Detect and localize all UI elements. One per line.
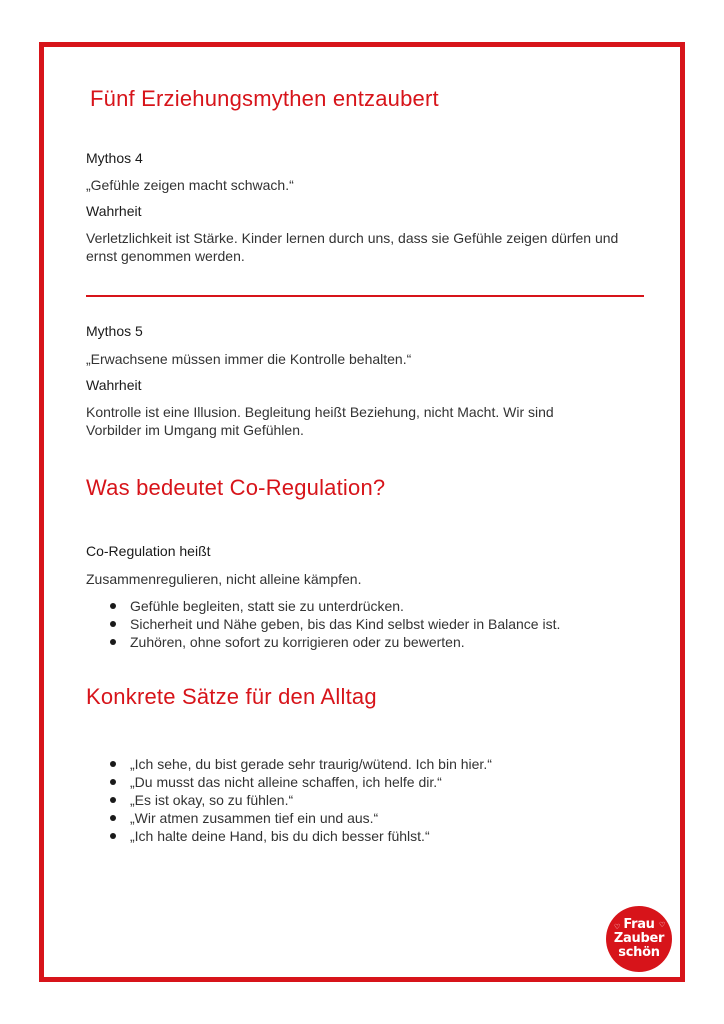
coregulation-heading: Was bedeutet Co-Regulation?	[86, 475, 386, 500]
bullet-icon	[110, 639, 116, 645]
myth-4-quote: „Gefühle zeigen macht schwach.“	[86, 177, 294, 193]
brand-logo	[606, 906, 672, 972]
bullet-icon	[110, 621, 116, 627]
list-item	[110, 755, 492, 773]
list-item-text: Sicherheit und Nähe geben, bis das Kind selbst wieder in Balance ist.	[130, 616, 561, 632]
heart-icon: ♡	[614, 923, 620, 931]
bullet-icon	[110, 779, 116, 785]
myth-5-truth-label: Wahrheit	[86, 377, 142, 393]
logo-line-1: Frau	[623, 917, 655, 932]
myth-4-truth-label: Wahrheit	[86, 203, 142, 219]
myth-5-truth-line-1: Kontrolle ist eine Illusion. Begleitung heißt Beziehung, nicht Macht. Wir sind	[86, 404, 554, 420]
list-item	[110, 773, 492, 791]
section-divider	[86, 295, 644, 297]
sentences-bullet-list	[110, 755, 492, 845]
list-item-text: „Ich sehe, du bist gerade sehr traurig/wütend. Ich bin hier.“	[130, 756, 492, 772]
myth-4-label: Mythos 4	[86, 150, 143, 166]
myth-4-truth-line-2: ernst genommen werden.	[86, 248, 245, 264]
logo-line-3: schön	[618, 945, 660, 960]
list-item-text: „Ich halte deine Hand, bis du dich besser fühlst.“	[130, 828, 430, 844]
myth-5-label: Mythos 5	[86, 323, 143, 339]
list-item	[110, 827, 492, 845]
heart-icon: ♡	[659, 921, 665, 929]
bullet-icon	[110, 761, 116, 767]
list-item-text: Gefühle begleiten, statt sie zu unterdrücken.	[130, 598, 404, 614]
myth-5-quote: „Erwachsene müssen immer die Kontrolle behalten.“	[86, 351, 412, 367]
logo-line-2: Zauber	[613, 931, 665, 946]
myth-4-truth-line-1: Verletzlichkeit ist Stärke. Kinder lernen durch uns, dass sie Gefühle zeigen dürfen und	[86, 230, 619, 246]
sentences-heading: Konkrete Sätze für den Alltag	[86, 684, 377, 709]
list-item	[110, 633, 560, 651]
bullet-icon	[110, 815, 116, 821]
coregulation-intro: Zusammenregulieren, nicht alleine kämpfen.	[86, 571, 362, 587]
bullet-icon	[110, 797, 116, 803]
list-item-text: „Es ist okay, so zu fühlen.“	[130, 792, 294, 808]
list-item-text: „Du musst das nicht alleine schaffen, ich helfe dir.“	[130, 774, 442, 790]
coregulation-bullet-list	[110, 597, 560, 651]
list-item	[110, 809, 492, 827]
page-title: Fünf Erziehungsmythen entzaubert	[90, 86, 439, 111]
bullet-icon	[110, 603, 116, 609]
list-item	[110, 597, 560, 615]
list-item	[110, 791, 492, 809]
bullet-icon	[110, 833, 116, 839]
list-item-text: Zuhören, ohne sofort zu korrigieren oder zu bewerten.	[130, 634, 465, 650]
myth-5-truth-line-2: Vorbilder im Umgang mit Gefühlen.	[86, 422, 304, 438]
list-item-text: „Wir atmen zusammen tief ein und aus.“	[130, 810, 379, 826]
list-item	[110, 615, 560, 633]
coregulation-label: Co-Regulation heißt	[86, 543, 211, 559]
